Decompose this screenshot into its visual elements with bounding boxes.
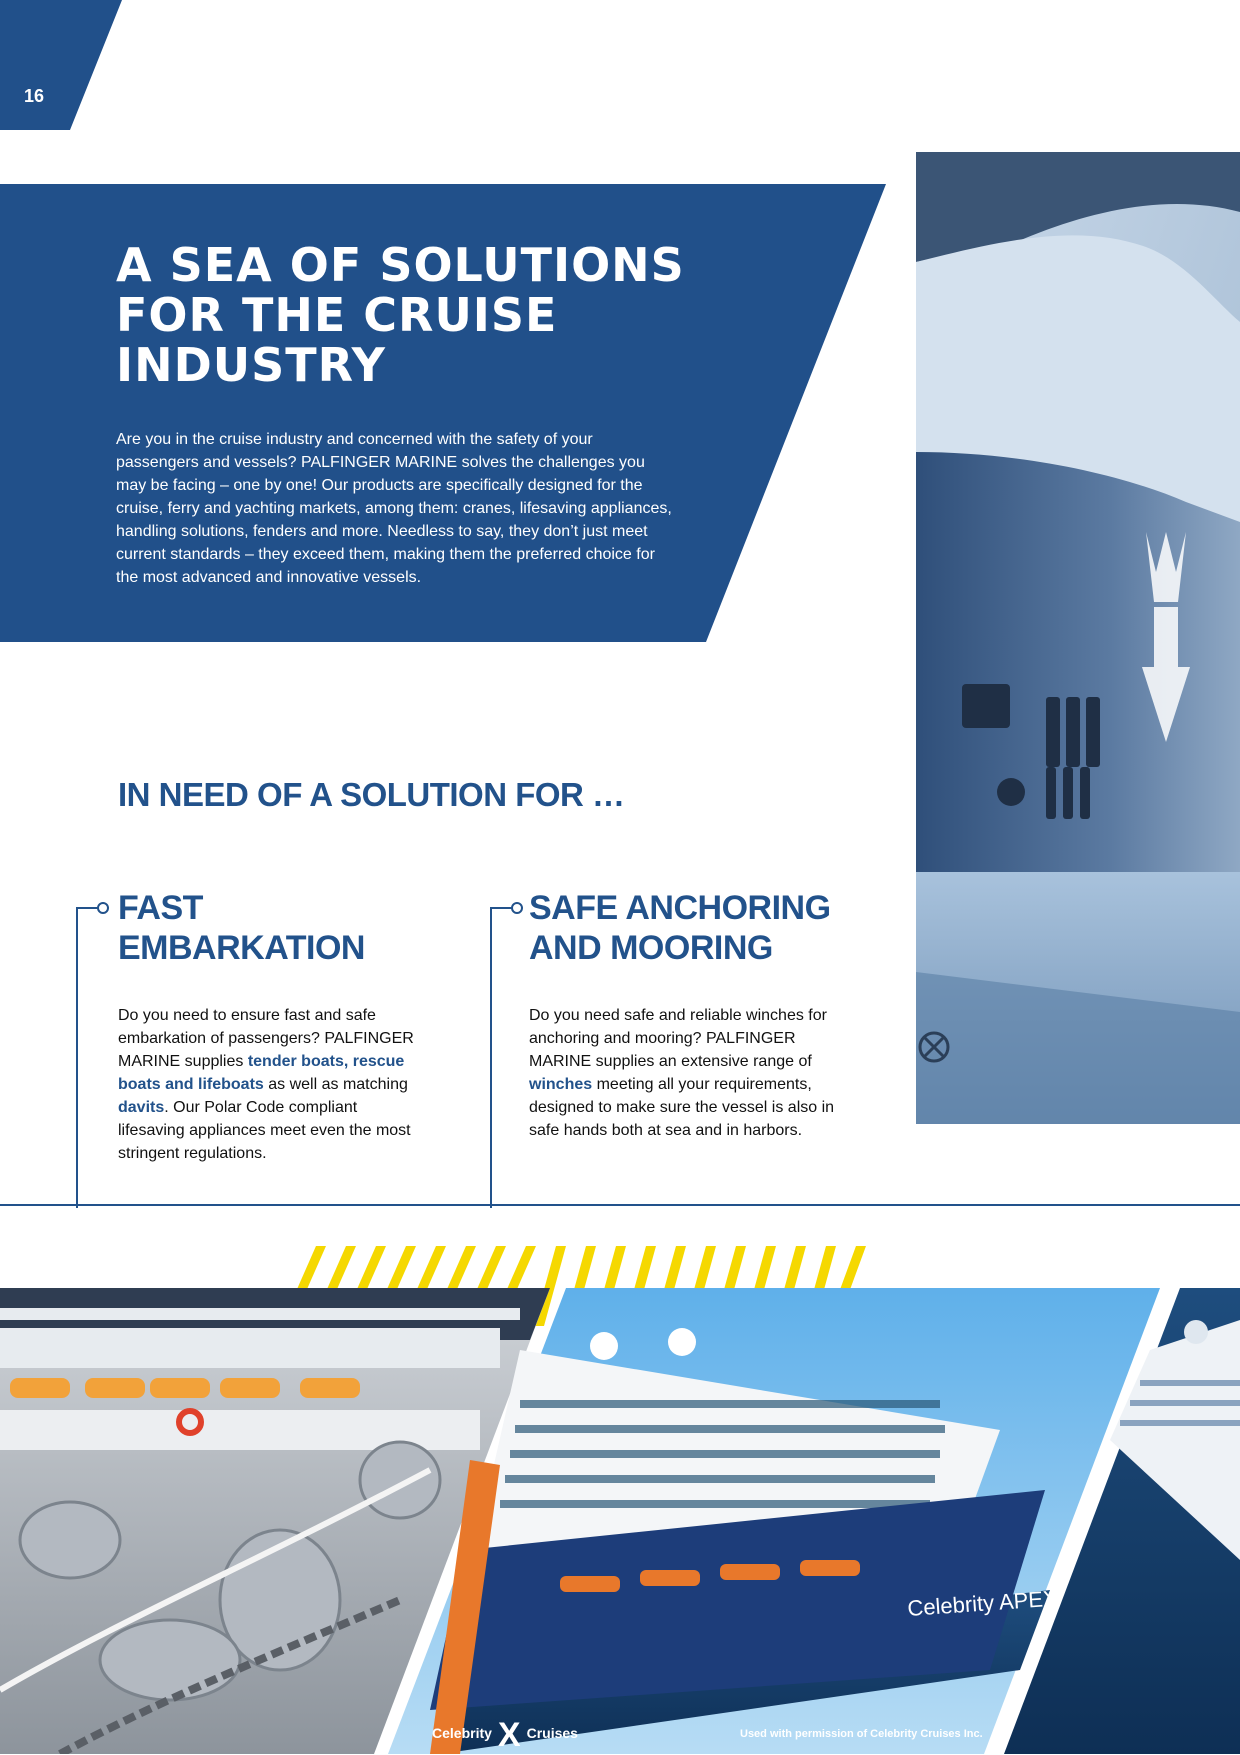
highlight-link-tender-boats[interactable]: tender boats, rescue boats and lifeboats — [118, 1053, 405, 1093]
hero-body: Are you in the cruise industry and concerned with the safety of your passengers and vessels? PALFINGER MARINE solves the challenges you may be facing – one by one! Our products are specifically designed for the cruise, ferry and yachting markets, among them: cranes, lifesaving appliances, handling solutions, fenders and more. Needless to say, they don’t just meet current standards – they exceed them, making them the preferred choice for the most advanced and innovative vessels. — [116, 431, 672, 586]
ship-hull-photo — [916, 152, 1240, 1124]
hero-title — [116, 240, 736, 390]
celebrity-cruises-logo — [432, 1716, 578, 1755]
section-heading: IN NEED OF A SOLUTION FOR … — [118, 776, 625, 813]
hero-title-line: FOR THE CRUISE — [116, 288, 558, 342]
feature-title-line: FAST — [118, 889, 203, 927]
column-2-bracket — [484, 898, 524, 1208]
feature-title-line: SAFE ANCHORING — [529, 889, 831, 927]
logo-x-mark: X — [497, 1716, 521, 1754]
highlight-link-davits[interactable]: davits — [118, 1099, 165, 1116]
highlight-link-winches[interactable]: winches — [529, 1076, 593, 1093]
feature-title-safe-anchoring — [529, 888, 889, 968]
section-divider — [0, 1204, 1240, 1206]
feature-title-fast-embarkation — [118, 888, 458, 968]
svg-text:Celebrity APEX: Celebrity APEX — [906, 1585, 1059, 1621]
logo-text-right: Cruises — [526, 1725, 578, 1741]
feature-body-safe-anchoring — [529, 1004, 839, 1142]
page-number-tab — [0, 0, 122, 130]
body-text: Do you need to ensure fast and safe embarkation of passengers? PALFINGER MARINE supplies — [118, 1007, 414, 1070]
hero-title-line: INDUSTRY — [116, 338, 386, 392]
page-number: 16 — [24, 86, 45, 106]
body-text: meeting all your requirements, designed to make sure the vessel is also in safe hands both at sea and in harbors. — [529, 1076, 835, 1139]
body-text: as well as matching — [263, 1076, 408, 1093]
column-1-bracket — [70, 898, 110, 1208]
feature-title-line: EMBARKATION — [118, 929, 365, 967]
feature-body-fast-embarkation — [118, 1004, 418, 1165]
logo-text-left: Celebrity — [432, 1725, 492, 1741]
permission-notice: Used with permission of Celebrity Cruises Inc. — [740, 1728, 983, 1740]
feature-title-line: AND MOORING — [529, 929, 773, 967]
body-text: . Our Polar Code compliant lifesaving appliances meet even the most stringent regulations. — [118, 1099, 411, 1162]
hero-title-line: A SEA OF SOLUTIONS — [116, 238, 685, 292]
photo-collage — [0, 1240, 1240, 1754]
body-text: Do you need safe and reliable winches for anchoring and mooring? PALFINGER MARINE supplies an extensive range of — [529, 1007, 827, 1070]
